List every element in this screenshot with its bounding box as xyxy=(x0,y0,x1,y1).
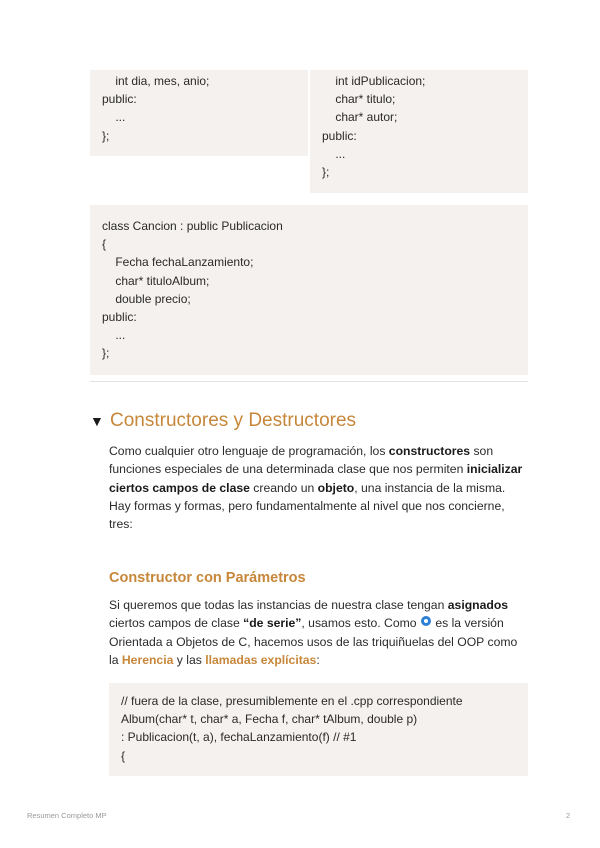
collapse-toggle-icon[interactable]: ▼ xyxy=(90,413,104,429)
code-line: int dia, mes, anio; xyxy=(102,74,210,88)
divider xyxy=(90,381,528,382)
intro-paragraph: Como cualquier otro lenguaje de programación, los constructores son funciones especiales de una determinada clase que nos permiten inicializar ciertos campos de clase creando un objeto, una instancia de la misma. Hay formas y formas, pero fundamentalmente al nivel que nos concierne, tres: xyxy=(109,444,523,532)
code-line: char* titulo; xyxy=(322,92,396,107)
code-line: { xyxy=(121,748,126,763)
code-block-publicacion-tail xyxy=(310,70,528,193)
code-line: { xyxy=(102,237,107,252)
code-line: int idPublicacion; xyxy=(322,74,426,88)
params-paragraph: Si queremos que todas las instancias de nuestra clase tengan asignados ciertos campos de clase “de serie”, usamos esto. Como es la versión Orientada a Objetos de C, hacemos usos de las triquiñuelas del OOP como la Herencia y las llamadas explícitas: xyxy=(109,598,518,667)
footer-document-title: Resumen Completo MP xyxy=(27,811,107,820)
code-block-constructor xyxy=(109,683,528,776)
subsection-title: Constructor con Parámetros xyxy=(109,570,306,586)
code-line: public: xyxy=(322,128,357,143)
code-line: Fecha fechaLanzamiento; xyxy=(102,255,254,270)
code-block-cancion xyxy=(90,205,528,375)
footer-page-number: 2 xyxy=(566,811,571,820)
code-line: // fuera de la clase, presumiblemente en el .cpp correspondiente xyxy=(121,694,463,708)
code-line: }; xyxy=(322,164,330,179)
code-block-fecha-tail xyxy=(90,70,308,156)
code-line: class Cancion : public Publicacion xyxy=(102,219,283,233)
code-line: Album(char* t, char* a, Fecha f, char* tAlbum, double p) xyxy=(121,712,418,727)
code-line: }; xyxy=(102,128,110,143)
code-line: public: xyxy=(102,92,137,107)
code-line: }; xyxy=(102,346,110,361)
code-line: public: xyxy=(102,309,137,324)
code-line: ... xyxy=(102,110,126,125)
section-header[interactable] xyxy=(90,410,356,432)
code-line: ... xyxy=(102,328,126,343)
code-line: : Publicacion(t, a), fechaLanzamiento(f) // #1 xyxy=(121,730,357,745)
code-line: ... xyxy=(322,146,346,161)
code-line: double precio; xyxy=(102,291,191,306)
code-line: char* autor; xyxy=(322,110,398,125)
code-line: char* tituloAlbum; xyxy=(102,273,210,288)
section-title: Constructores y Destructores xyxy=(110,410,357,431)
link-herencia[interactable]: Herencia xyxy=(121,652,174,667)
c-plus-plus-icon[interactable] xyxy=(421,616,431,626)
link-llamadas-explicitas[interactable]: llamadas explícitas xyxy=(205,652,317,667)
